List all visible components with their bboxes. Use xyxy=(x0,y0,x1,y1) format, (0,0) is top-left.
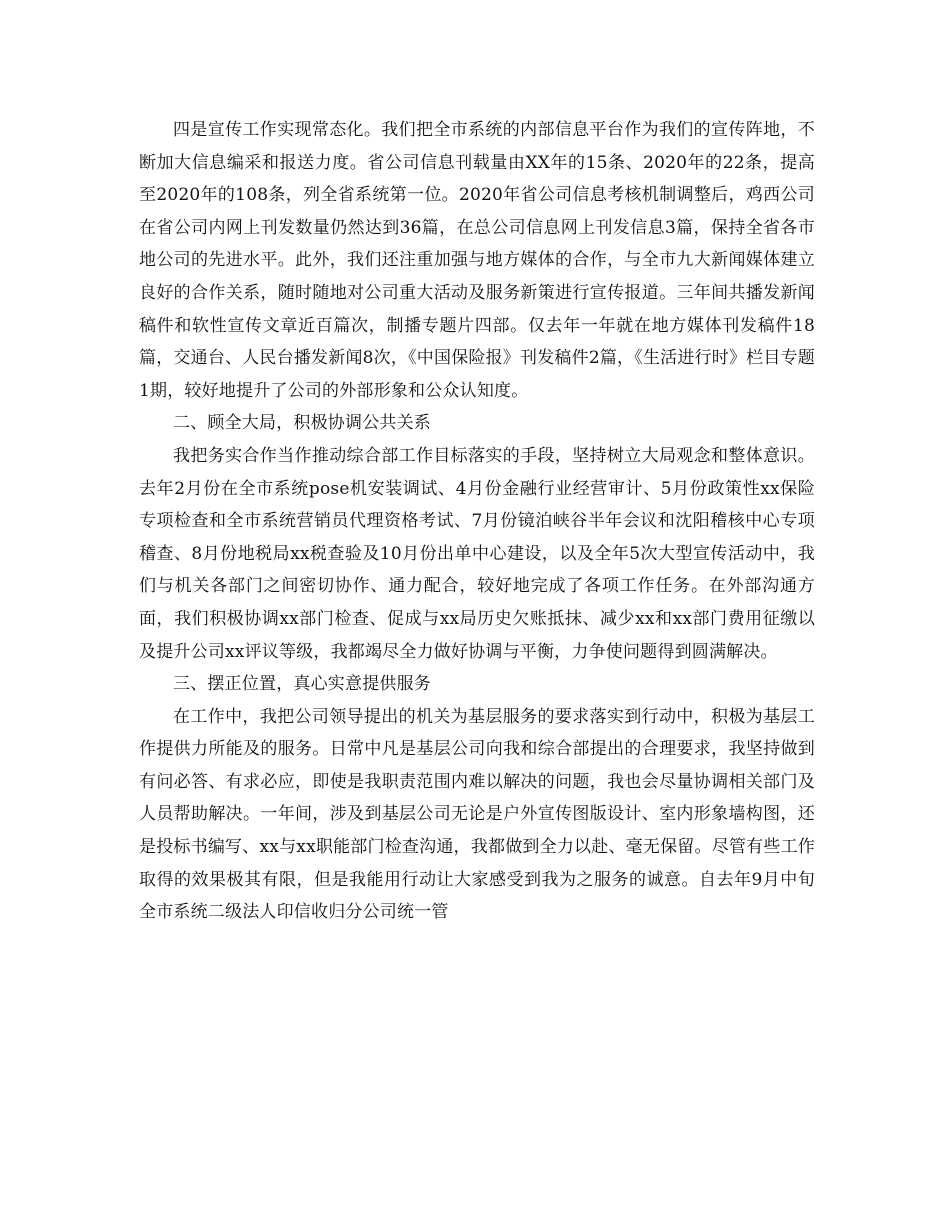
paragraph-service: 在工作中，我把公司领导提出的机关为基层服务的要求落实到行动中，积极为基层工作提供力所能及的服务。日常中凡是基层公司向我和综合部提出的合理要求，我坚持做到有问必答、有求必应，即使是我职责范围内难以解决的问题，我也会尽量协调相关部门及人员帮助解决。一年间，涉及到基层公司无论是户外宣传图版设计、室内形象墙构图，还是投标书编写、xx与xx职能部门检查沟通，我都做到全力以赴、毫无保留。尽管有些工作取得的效果极其有限，但是我能用行动让大家感受到我为之服务的诚意。自去年9月中旬全市系统二级法人印信收归分公司统一管 xyxy=(139,706,815,923)
paragraph-cooperation: 我把务实合作当作推动综合部工作目标落实的手段，坚持树立大局观念和整体意识。去年2月份在全市系统pose机安装调试、4月份金融行业经营审计、5月份政策性xx保险专项检查和全市系统营销员代理资格考试、7月份镜泊峡谷半年会议和沈阳稽核中心专项稽查、8月份地税局xx税查验及10月份出单中心建设，以及全年5次大型宣传活动中，我们与机关各部门之间密切协作、通力配合，较好地完成了各项工作任务。在外部沟通方面，我们积极协调xx部门检查、促成与xx局历史欠账抵抹、减少xx和xx部门费用征缴以及提升公司xx评议等级，我都竭尽全力做好协调与平衡，力争使问题得到圆满解决。 xyxy=(139,445,815,662)
document-body xyxy=(139,114,815,929)
paragraph-publicity: 四是宣传工作实现常态化。我们把全市系统的内部信息平台作为我们的宣传阵地，不断加大信息编采和报送力度。省公司信息刊载量由XX年的15条、2020年的22条，提高至2020年的108条，列全省系统第一位。2020年省公司信息考核机制调整后，鸡西公司在省公司内网上刊发数量仍然达到36篇，在总公司信息网上刊发信息3篇，保持全省各市地公司的先进水平。此外，我们还注重加强与地方媒体的合作，与全市九大新闻媒体建立良好的合作关系，随时随地对公司重大活动及服务新策进行宣传报道。三年间共播发新闻稿件和软性宣传文章近百篇次，制播专题片四部。仅去年一年就在地方媒体刊发稿件18篇，交通台、人民台播发新闻8次，《中国保险报》刊发稿件2篇，《生活进行时》栏目专题1期，较好地提升了公司的外部形象和公众认知度。 xyxy=(139,120,815,401)
section-heading-service: 三、摆正位置，真心实意提供服务 xyxy=(173,674,431,695)
section-heading-public-relations: 二、顾全大局，积极协调公共关系 xyxy=(173,413,431,434)
